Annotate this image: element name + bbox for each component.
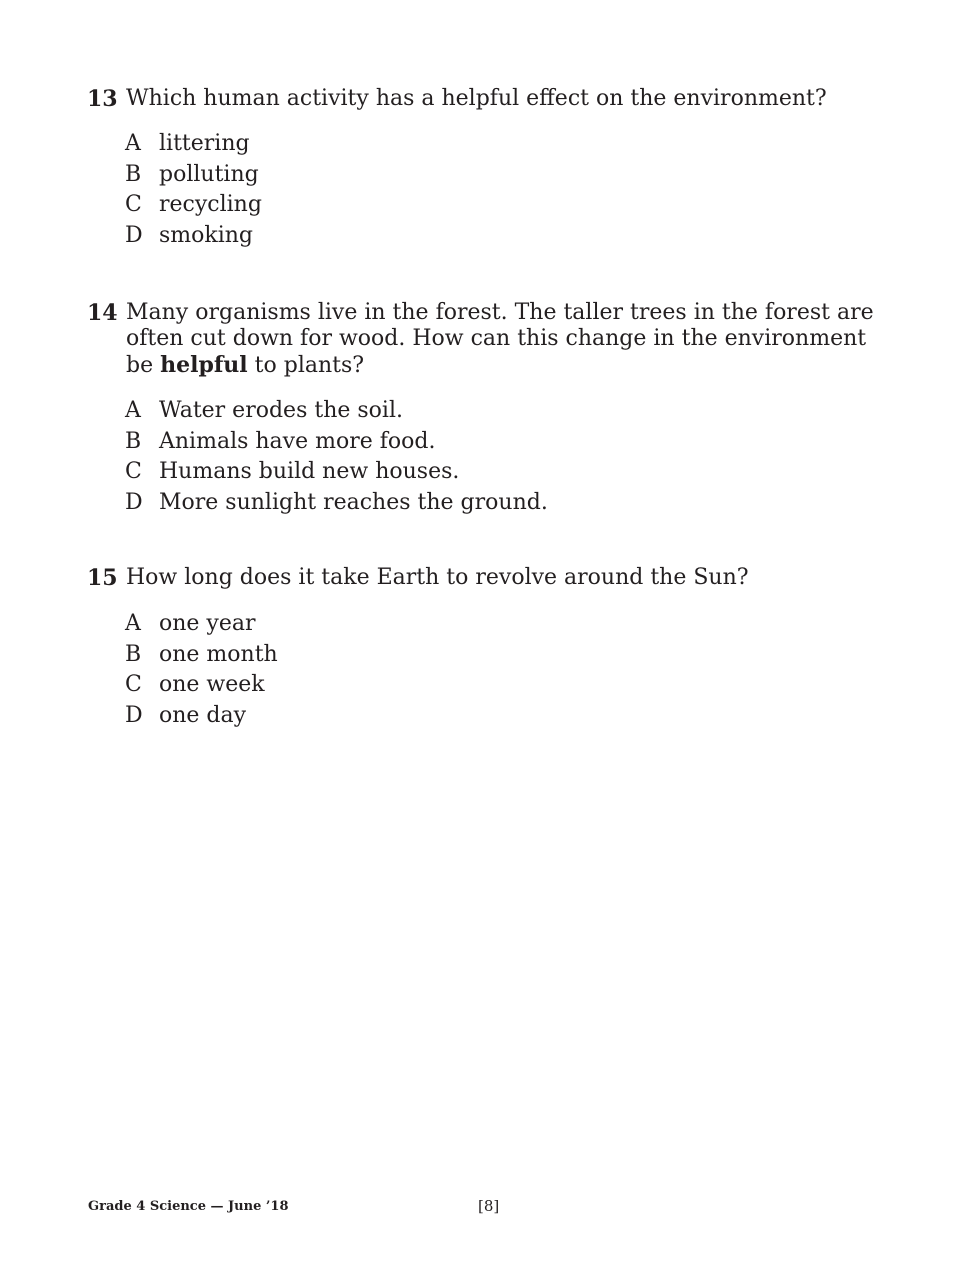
option-letter: A [125, 131, 141, 156]
emphasized-word: helpful [160, 352, 248, 378]
option-text: one week [159, 672, 265, 697]
question-text-start: Many organisms live in the forest. The taller trees in the forest are often cut down for wood. How can this change in the environment be [126, 300, 874, 378]
option-text: Animals have more food. [159, 428, 436, 454]
question-text: Which human activity has a helpful effect on the environment? [126, 86, 827, 111]
option-d[interactable] [125, 221, 887, 252]
option-letter: D [125, 702, 143, 728]
question-stem [87, 86, 887, 112]
option-text: Water erodes the soil. [159, 398, 403, 423]
option-letter: D [125, 222, 143, 248]
option-text: recycling [159, 192, 262, 217]
question-15 [87, 565, 887, 731]
option-text: smoking [159, 222, 254, 248]
option-letter: B [125, 428, 142, 454]
option-a[interactable] [125, 609, 887, 640]
question-stem [87, 565, 887, 591]
option-a[interactable] [125, 129, 887, 160]
option-a[interactable] [125, 396, 887, 427]
option-letter: D [125, 489, 143, 515]
option-b[interactable] [125, 427, 887, 458]
question-number: 15 [87, 565, 118, 591]
footer-page-number: [8] [478, 1197, 500, 1215]
option-letter: C [125, 459, 142, 484]
answer-options [125, 609, 887, 731]
question-number: 13 [87, 86, 118, 112]
question-14 [87, 300, 887, 518]
question-text [126, 300, 887, 379]
option-text: More sunlight reaches the ground. [159, 489, 548, 515]
option-c[interactable] [125, 457, 887, 488]
option-c[interactable] [125, 670, 887, 701]
footer-exam-title: Grade 4 Science — June ’18 [88, 1199, 289, 1214]
answer-options [125, 396, 887, 518]
option-letter: A [125, 611, 141, 636]
option-c[interactable] [125, 190, 887, 221]
option-d[interactable] [125, 488, 887, 519]
option-text: polluting [159, 161, 259, 187]
option-letter: C [125, 192, 142, 217]
option-b[interactable] [125, 160, 887, 191]
option-letter: A [125, 398, 141, 423]
option-text: littering [159, 131, 250, 156]
question-text: How long does it take Earth to revolve around the Sun? [126, 565, 749, 590]
option-text: one month [159, 641, 278, 667]
option-text: one year [159, 611, 256, 636]
option-text: Humans build new houses. [159, 459, 460, 484]
option-b[interactable] [125, 640, 887, 671]
option-letter: B [125, 641, 142, 667]
question-13 [87, 86, 887, 251]
question-text-end: to plants? [254, 353, 365, 378]
question-stem [87, 300, 887, 379]
option-text: one day [159, 702, 247, 728]
question-number: 14 [87, 300, 118, 326]
option-letter: B [125, 161, 142, 187]
option-d[interactable] [125, 701, 887, 732]
answer-options [125, 129, 887, 251]
option-letter: C [125, 672, 142, 697]
